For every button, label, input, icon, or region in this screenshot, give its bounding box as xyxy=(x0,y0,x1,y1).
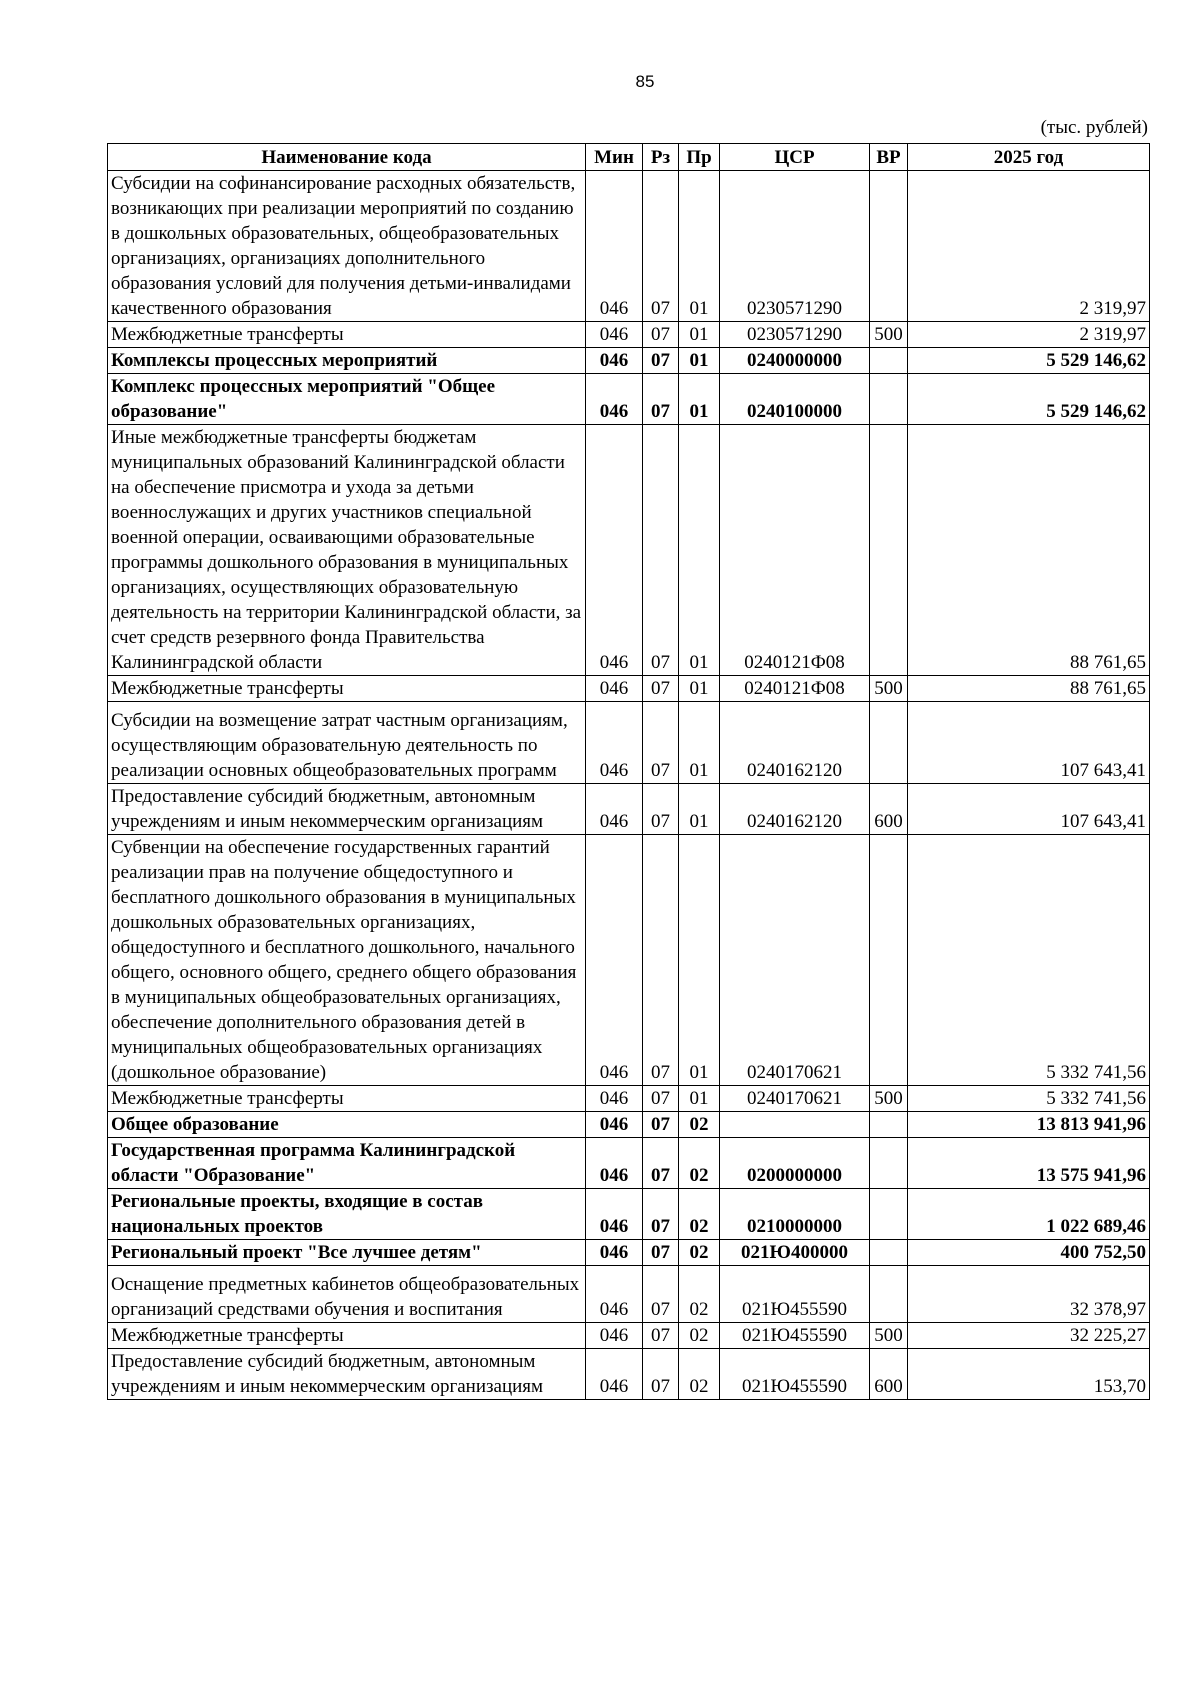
cell-rz: 07 xyxy=(643,676,679,702)
cell-name: Общее образование xyxy=(108,1112,586,1138)
cell-name: Межбюджетные трансферты xyxy=(108,676,586,702)
cell-min: 046 xyxy=(586,1086,643,1112)
cell-vr xyxy=(870,374,908,425)
cell-amount: 13 575 941,96 xyxy=(908,1138,1150,1189)
cell-min: 046 xyxy=(586,171,643,322)
cell-csr: 0240000000 xyxy=(720,348,870,374)
cell-vr xyxy=(870,1240,908,1266)
cell-name: Региональные проекты, входящие в состав национальных проектов xyxy=(108,1189,586,1240)
cell-min: 046 xyxy=(586,1189,643,1240)
cell-vr: 500 xyxy=(870,1086,908,1112)
table-row xyxy=(108,425,1150,676)
cell-amount: 5 529 146,62 xyxy=(908,374,1150,425)
cell-vr xyxy=(870,702,908,784)
cell-pr: 01 xyxy=(679,171,720,322)
page-number: 85 xyxy=(635,72,655,91)
cell-csr: 0240162120 xyxy=(720,784,870,835)
cell-name: Иные межбюджетные трансферты бюджетам муниципальных образований Калининградской области на обеспечение присмотра и ухода за детьми военнослужащих и других участников специальной военной операции, осваивающими образовательные программы дошкольного образования в муниципальных организациях, осуществляющих образовательную деятельность на территории Калининградской области, за счет средств резервного фонда Правительства Калининградской области xyxy=(108,425,586,676)
cell-amount: 1 022 689,46 xyxy=(908,1189,1150,1240)
cell-rz: 07 xyxy=(643,1138,679,1189)
cell-rz: 07 xyxy=(643,348,679,374)
cell-rz: 07 xyxy=(643,1240,679,1266)
cell-name: Комплексы процессных мероприятий xyxy=(108,348,586,374)
table-header-row xyxy=(108,144,1150,171)
cell-amount: 5 332 741,56 xyxy=(908,1086,1150,1112)
cell-amount: 2 319,97 xyxy=(908,322,1150,348)
cell-pr: 01 xyxy=(679,784,720,835)
table-row xyxy=(108,1189,1150,1240)
cell-vr: 600 xyxy=(870,1349,908,1400)
cell-csr: 0240170621 xyxy=(720,1086,870,1112)
cell-min: 046 xyxy=(586,702,643,784)
cell-name: Оснащение предметных кабинетов общеобразовательных организаций средствами обучения и воспитания xyxy=(108,1266,586,1323)
cell-rz: 07 xyxy=(643,374,679,425)
cell-min: 046 xyxy=(586,348,643,374)
units-label: (тыс. рублей) xyxy=(1040,117,1148,138)
cell-rz: 07 xyxy=(643,322,679,348)
table-row xyxy=(108,1086,1150,1112)
cell-pr: 01 xyxy=(679,425,720,676)
cell-pr: 02 xyxy=(679,1240,720,1266)
table-body xyxy=(108,171,1150,1400)
table-row xyxy=(108,1323,1150,1349)
cell-csr: 021Ю400000 xyxy=(720,1240,870,1266)
cell-csr: 021Ю455590 xyxy=(720,1323,870,1349)
cell-pr: 02 xyxy=(679,1349,720,1400)
cell-name: Региональный проект "Все лучшее детям" xyxy=(108,1240,586,1266)
cell-amount: 88 761,65 xyxy=(908,425,1150,676)
cell-vr xyxy=(870,835,908,1086)
cell-min: 046 xyxy=(586,1266,643,1323)
cell-pr: 02 xyxy=(679,1112,720,1138)
cell-amount: 13 813 941,96 xyxy=(908,1112,1150,1138)
cell-amount: 5 529 146,62 xyxy=(908,348,1150,374)
cell-vr: 600 xyxy=(870,784,908,835)
cell-vr xyxy=(870,1189,908,1240)
cell-pr: 02 xyxy=(679,1138,720,1189)
cell-pr: 01 xyxy=(679,702,720,784)
cell-amount: 32 225,27 xyxy=(908,1323,1150,1349)
cell-amount: 107 643,41 xyxy=(908,784,1150,835)
cell-pr: 02 xyxy=(679,1323,720,1349)
table-row xyxy=(108,1240,1150,1266)
header-year: 2025 год xyxy=(908,144,1150,171)
cell-min: 046 xyxy=(586,1240,643,1266)
cell-name: Межбюджетные трансферты xyxy=(108,1086,586,1112)
table-row xyxy=(108,702,1150,784)
cell-amount: 153,70 xyxy=(908,1349,1150,1400)
cell-pr: 01 xyxy=(679,676,720,702)
table-row xyxy=(108,322,1150,348)
cell-name: Предоставление субсидий бюджетным, автономным учреждениям и иным некоммерческим организациям xyxy=(108,1349,586,1400)
table-row xyxy=(108,1112,1150,1138)
cell-min: 046 xyxy=(586,1138,643,1189)
cell-amount: 2 319,97 xyxy=(908,171,1150,322)
cell-name: Государственная программа Калининградской области "Образование" xyxy=(108,1138,586,1189)
cell-csr: 0240121Ф08 xyxy=(720,425,870,676)
cell-name: Межбюджетные трансферты xyxy=(108,322,586,348)
cell-pr: 01 xyxy=(679,835,720,1086)
table-row xyxy=(108,348,1150,374)
cell-pr: 01 xyxy=(679,348,720,374)
cell-min: 046 xyxy=(586,425,643,676)
header-csr: ЦСР xyxy=(720,144,870,171)
cell-csr: 0240100000 xyxy=(720,374,870,425)
cell-name: Субсидии на возмещение затрат частным организациям, осуществляющим образовательную деятельность по реализации основных общеобразовательных программ xyxy=(108,702,586,784)
cell-vr xyxy=(870,425,908,676)
cell-vr: 500 xyxy=(870,1323,908,1349)
cell-amount: 400 752,50 xyxy=(908,1240,1150,1266)
table-row xyxy=(108,835,1150,1086)
budget-table xyxy=(107,143,1150,1400)
cell-min: 046 xyxy=(586,784,643,835)
cell-csr: 021Ю455590 xyxy=(720,1266,870,1323)
cell-csr: 0230571290 xyxy=(720,322,870,348)
cell-csr: 0240121Ф08 xyxy=(720,676,870,702)
cell-min: 046 xyxy=(586,1323,643,1349)
cell-vr xyxy=(870,1112,908,1138)
cell-amount: 88 761,65 xyxy=(908,676,1150,702)
cell-rz: 07 xyxy=(643,1323,679,1349)
cell-name: Субсидии на софинансирование расходных обязательств, возникающих при реализации мероприятий по созданию в дошкольных образовательных, общеобразовательных организациях, организациях дополнительного образования условий для получения детьми-инвалидами качественного образования xyxy=(108,171,586,322)
header-min: Мин xyxy=(586,144,643,171)
cell-vr xyxy=(870,348,908,374)
cell-pr: 01 xyxy=(679,1086,720,1112)
cell-vr xyxy=(870,1266,908,1323)
cell-amount: 32 378,97 xyxy=(908,1266,1150,1323)
cell-min: 046 xyxy=(586,374,643,425)
cell-rz: 07 xyxy=(643,1266,679,1323)
cell-rz: 07 xyxy=(643,1189,679,1240)
header-pr: Пр xyxy=(679,144,720,171)
table-row xyxy=(108,171,1150,322)
cell-amount: 5 332 741,56 xyxy=(908,835,1150,1086)
cell-csr: 0230571290 xyxy=(720,171,870,322)
cell-pr: 01 xyxy=(679,374,720,425)
cell-pr: 02 xyxy=(679,1266,720,1323)
cell-name: Предоставление субсидий бюджетным, автономным учреждениям и иным некоммерческим организациям xyxy=(108,784,586,835)
cell-csr: 0200000000 xyxy=(720,1138,870,1189)
cell-rz: 07 xyxy=(643,835,679,1086)
table-row xyxy=(108,374,1150,425)
cell-name: Комплекс процессных мероприятий "Общее образование" xyxy=(108,374,586,425)
cell-rz: 07 xyxy=(643,702,679,784)
cell-vr: 500 xyxy=(870,322,908,348)
cell-vr xyxy=(870,171,908,322)
cell-min: 046 xyxy=(586,1349,643,1400)
cell-min: 046 xyxy=(586,322,643,348)
cell-name: Субвенции на обеспечение государственных гарантий реализации прав на получение общедоступного и бесплатного дошкольного образования в муниципальных дошкольных образовательных организациях, общедоступного и бесплатного дошкольного, начального общего, основного общего, среднего общего образования в муниципальных общеобразовательных организациях, обеспечение дополнительного образования детей в муниципальных общеобразовательных организациях (дошкольное образование) xyxy=(108,835,586,1086)
cell-min: 046 xyxy=(586,676,643,702)
cell-csr: 0240162120 xyxy=(720,702,870,784)
cell-rz: 07 xyxy=(643,425,679,676)
header-rz: Рз xyxy=(643,144,679,171)
table-row xyxy=(108,1349,1150,1400)
table-row xyxy=(108,1138,1150,1189)
cell-pr: 02 xyxy=(679,1189,720,1240)
cell-rz: 07 xyxy=(643,1112,679,1138)
cell-pr: 01 xyxy=(679,322,720,348)
cell-csr: 0210000000 xyxy=(720,1189,870,1240)
cell-csr: 021Ю455590 xyxy=(720,1349,870,1400)
table-row xyxy=(108,676,1150,702)
header-vr: ВР xyxy=(870,144,908,171)
cell-rz: 07 xyxy=(643,1349,679,1400)
cell-vr xyxy=(870,1138,908,1189)
cell-vr: 500 xyxy=(870,676,908,702)
cell-rz: 07 xyxy=(643,784,679,835)
cell-min: 046 xyxy=(586,835,643,1086)
table-row xyxy=(108,1266,1150,1323)
header-name: Наименование кода xyxy=(108,144,586,171)
cell-amount: 107 643,41 xyxy=(908,702,1150,784)
cell-rz: 07 xyxy=(643,171,679,322)
cell-csr: 0240170621 xyxy=(720,835,870,1086)
table-row xyxy=(108,784,1150,835)
cell-min: 046 xyxy=(586,1112,643,1138)
cell-name: Межбюджетные трансферты xyxy=(108,1323,586,1349)
cell-csr xyxy=(720,1112,870,1138)
cell-rz: 07 xyxy=(643,1086,679,1112)
